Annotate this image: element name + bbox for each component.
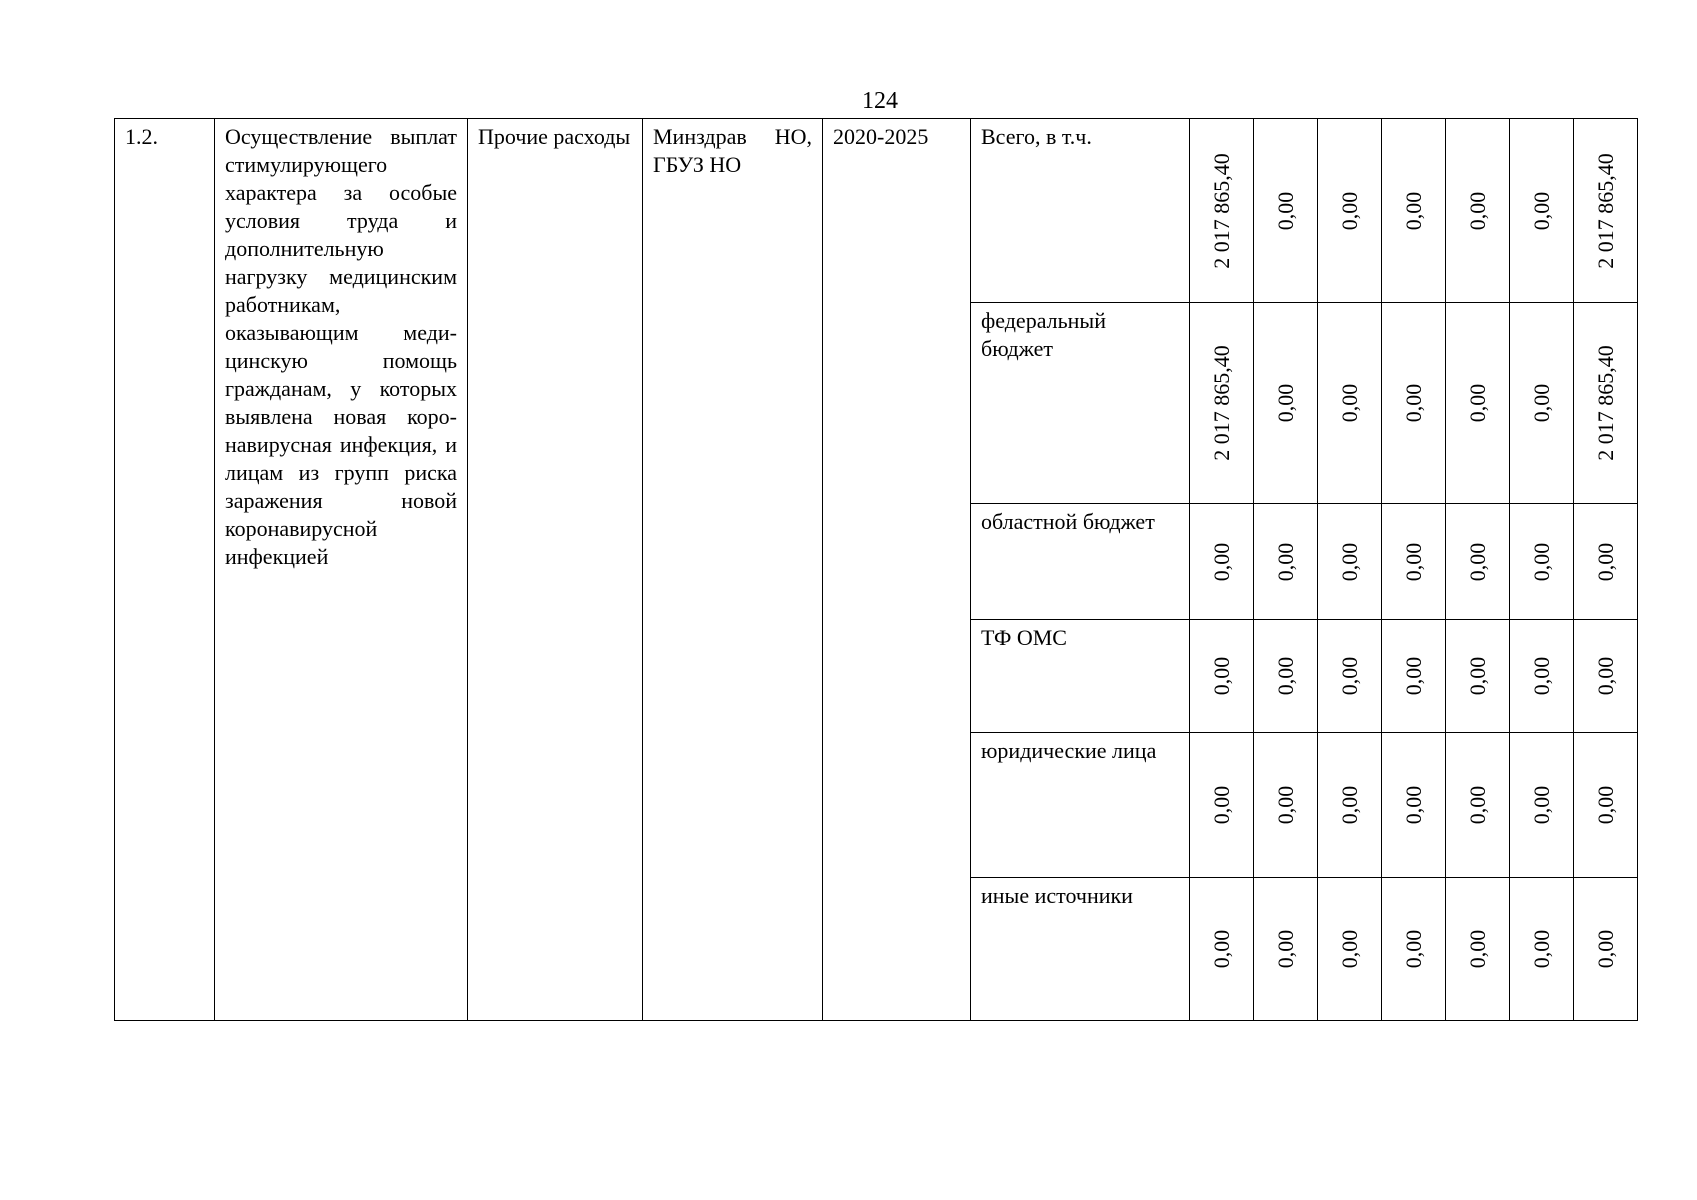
- value-cell: [1510, 119, 1574, 303]
- value-cell: [1254, 119, 1318, 303]
- value-cell: [1382, 733, 1446, 878]
- value: 0,00: [1400, 383, 1426, 423]
- value-cell: [1382, 620, 1446, 733]
- executor: Минздрав НО, ГБУЗ НО: [643, 119, 823, 1021]
- value-cell: [1382, 878, 1446, 1021]
- source-label: федеральный бюджет: [971, 303, 1190, 504]
- value: 0,00: [1272, 542, 1298, 581]
- value-cell: [1382, 303, 1446, 504]
- value: 0,00: [1464, 785, 1490, 825]
- source-label: Всего, в т.ч.: [971, 119, 1190, 303]
- value-cell: [1254, 620, 1318, 733]
- value: 0,00: [1528, 785, 1554, 825]
- value-cell: [1574, 733, 1638, 878]
- value: 0,00: [1464, 656, 1490, 696]
- value: 0,00: [1208, 542, 1234, 581]
- value: 0,00: [1336, 191, 1362, 230]
- value-cell: [1318, 504, 1382, 620]
- value: 0,00: [1336, 656, 1362, 696]
- value-cell: [1318, 119, 1382, 303]
- budget-table: [114, 118, 1638, 1021]
- value-cell: [1382, 504, 1446, 620]
- value: 2 017 865,40: [1208, 152, 1234, 269]
- value-cell: [1446, 733, 1510, 878]
- row-number: 1.2.: [115, 119, 215, 1021]
- value-cell: [1574, 504, 1638, 620]
- value: 0,00: [1400, 929, 1426, 969]
- value-cell: [1254, 733, 1318, 878]
- value: 0,00: [1208, 656, 1234, 696]
- value: 0,00: [1272, 656, 1298, 696]
- value-cell: [1446, 504, 1510, 620]
- source-label: иные источники: [971, 878, 1190, 1021]
- value: 0,00: [1528, 191, 1554, 230]
- value: 0,00: [1272, 785, 1298, 825]
- value: 0,00: [1464, 929, 1490, 969]
- value-cell: [1190, 878, 1254, 1021]
- page-number: 124: [862, 88, 898, 114]
- value-cell: [1190, 733, 1254, 878]
- value-cell: [1190, 504, 1254, 620]
- source-label: ТФ ОМС: [971, 620, 1190, 733]
- value: 0,00: [1464, 383, 1490, 423]
- value-cell: [1574, 620, 1638, 733]
- value-cell: [1318, 620, 1382, 733]
- measure-description: Осуществление выплат стимулирующего характера за особые условия труда и дополнительную нагрузку медицинским работникам, оказывающим медицинскую помощь гражданам, у которых выявлена новая коронавирусная инфекция, и лицам из групп риска заражения новой коронавирусной инфекцией: [215, 119, 468, 1021]
- value: 0,00: [1528, 383, 1554, 423]
- value-cell: [1574, 119, 1638, 303]
- value: 0,00: [1400, 656, 1426, 696]
- value-cell: [1574, 878, 1638, 1021]
- value-cell: [1446, 119, 1510, 303]
- value: 2 017 865,40: [1208, 345, 1234, 461]
- value: 0,00: [1400, 191, 1426, 230]
- value: 0,00: [1528, 542, 1554, 581]
- value-cell: [1510, 620, 1574, 733]
- value: 0,00: [1592, 929, 1618, 969]
- value-cell: [1318, 733, 1382, 878]
- value: 2 017 865,40: [1592, 152, 1618, 269]
- value: 0,00: [1400, 785, 1426, 825]
- value-cell: [1574, 303, 1638, 504]
- value: 0,00: [1528, 929, 1554, 969]
- source-label: юридические лица: [971, 733, 1190, 878]
- value: 0,00: [1336, 785, 1362, 825]
- value: 0,00: [1272, 191, 1298, 230]
- value: 0,00: [1592, 542, 1618, 581]
- value: 0,00: [1272, 929, 1298, 969]
- value: 0,00: [1400, 542, 1426, 581]
- table-row: [115, 119, 1638, 303]
- value: 0,00: [1336, 383, 1362, 423]
- value-cell: [1318, 303, 1382, 504]
- value-cell: [1446, 303, 1510, 504]
- value-cell: [1510, 733, 1574, 878]
- value: 0,00: [1592, 656, 1618, 696]
- value: 0,00: [1272, 383, 1298, 423]
- value-cell: [1318, 878, 1382, 1021]
- source-label: областной бюджет: [971, 504, 1190, 620]
- value: 0,00: [1464, 191, 1490, 230]
- value-cell: [1446, 878, 1510, 1021]
- value-cell: [1254, 303, 1318, 504]
- value: 0,00: [1592, 785, 1618, 825]
- value-cell: [1190, 303, 1254, 504]
- value-cell: [1254, 878, 1318, 1021]
- value-cell: [1190, 620, 1254, 733]
- value-cell: [1510, 878, 1574, 1021]
- value-cell: [1190, 119, 1254, 303]
- value-cell: [1510, 504, 1574, 620]
- value-cell: [1382, 119, 1446, 303]
- value: 0,00: [1464, 542, 1490, 581]
- expense-type: Прочие расходы: [468, 119, 643, 1021]
- value: 0,00: [1528, 656, 1554, 696]
- value-cell: [1510, 303, 1574, 504]
- value-cell: [1254, 504, 1318, 620]
- value: 0,00: [1336, 542, 1362, 581]
- value-cell: [1446, 620, 1510, 733]
- value: 2 017 865,40: [1592, 345, 1618, 461]
- value: 0,00: [1208, 929, 1234, 969]
- value: 0,00: [1208, 785, 1234, 825]
- period: 2020-2025: [823, 119, 971, 1021]
- value: 0,00: [1336, 929, 1362, 969]
